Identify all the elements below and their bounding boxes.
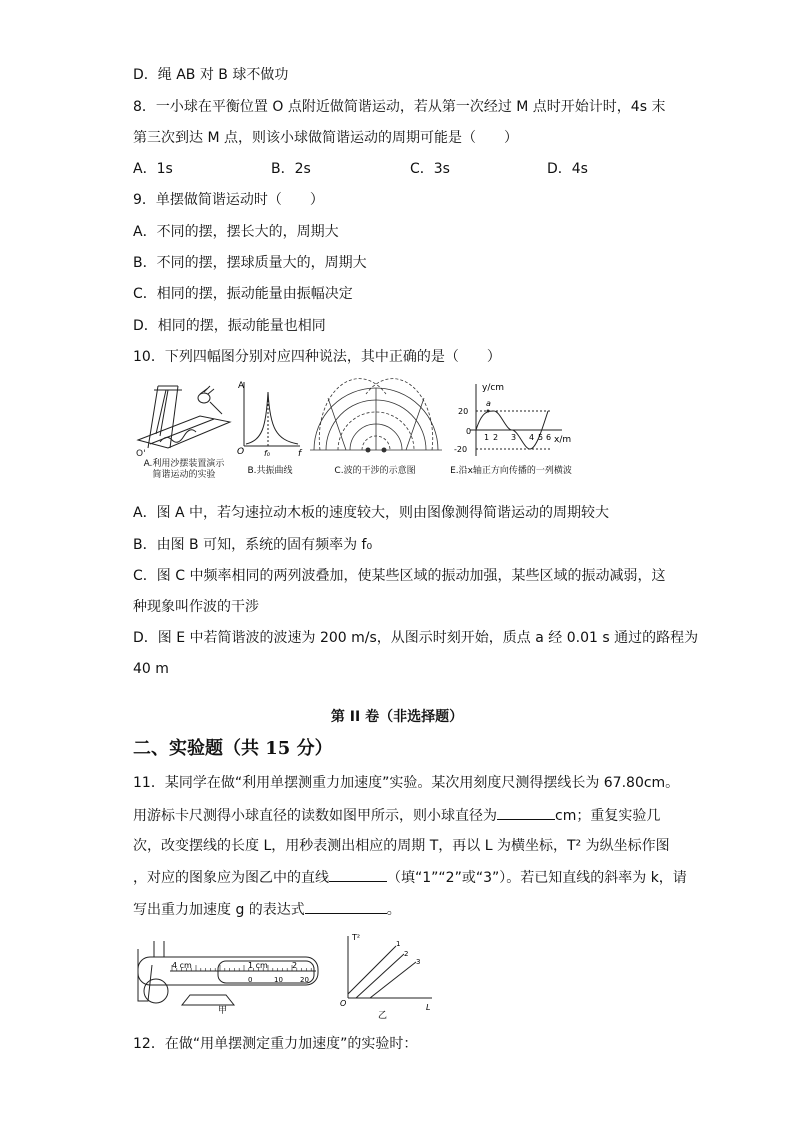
q11-line2-part-b: cm；重复实验几	[555, 808, 661, 824]
graph-axis-x: L	[426, 1003, 431, 1012]
wave-axis-x: x/m	[554, 435, 572, 445]
q9-option-b: B．不同的摆，摆球质量大的，周期大	[133, 255, 367, 271]
q9-stem: 9．单摆做简谐运动时（ ）	[133, 192, 324, 208]
graph-line-2-label: 2	[404, 950, 409, 958]
caption-a-line2: 简谐运动的实验	[152, 470, 216, 480]
caption-c: C.波的干涉的示意图	[334, 466, 416, 476]
wave-axis-y: y/cm	[482, 383, 505, 393]
t2-l-graph	[336, 930, 436, 1020]
resonance-origin: O	[237, 447, 245, 457]
vernier-caliper-diagram	[130, 935, 330, 1015]
wave-x-tick-5: 5	[538, 433, 544, 442]
caption-e: E.沿x轴正方向传播的一列横波	[450, 466, 572, 476]
wave-x-tick-4: 4	[529, 433, 535, 442]
q9-option-c: C．相同的摆，振动能量由振幅决定	[133, 286, 353, 302]
wave-origin: 0	[466, 427, 472, 436]
caliper-tick-0: 0	[248, 976, 253, 984]
caliper-tick-20: 20	[300, 976, 309, 984]
q8-stem-line1: 8．一小球在平衡位置 O 点附近做简谐运动，若从第一次经过 M 点时开始计时，4s 末	[133, 99, 666, 115]
graph-line-3-label: 3	[416, 958, 421, 966]
sand-pendulum-label: O'	[136, 449, 146, 458]
q10-option-d-line2: 40 m	[133, 661, 169, 677]
resonance-axis-x: f	[298, 449, 302, 458]
wave-x-tick-3: 3	[511, 433, 517, 442]
caption-a-line1: A.利用沙摆装置演示	[143, 459, 225, 469]
wave-x-tick-2: 2	[493, 433, 499, 442]
wave-point-a: a	[486, 399, 491, 408]
q11-line3: 次，改变摆线的长度 L，用秒表测出相应的周期 T，再以 L 为横坐标，T² 为纵坐标作图	[133, 838, 670, 854]
figure-yi-label: 乙	[378, 1011, 388, 1020]
q10-option-a: A．图 A 中，若匀速拉动木板的速度较大，则由图像测得简谐运动的周期较大	[133, 505, 610, 521]
q8-option-d: D．4s	[547, 161, 588, 177]
q10-stem: 10．下列四幅图分别对应四种说法，其中正确的是（ ）	[133, 349, 501, 365]
transverse-wave-diagram	[440, 378, 580, 460]
caliper-vernier-label-2: 2	[292, 961, 298, 970]
interference-diagram	[306, 378, 446, 460]
q11-line5	[133, 899, 401, 920]
resonance-axis-y: A	[238, 381, 245, 391]
caliper-main-label: 4 cm	[172, 961, 192, 970]
wave-y-tick-neg20: -20	[454, 445, 468, 454]
section2-title: 二、实验题（共 15 分）	[133, 738, 333, 759]
figure-jia-label: 甲	[218, 1006, 228, 1015]
q8-option-a: A．1s	[133, 161, 173, 177]
caliper-scale-ticks	[172, 965, 311, 971]
q11-line5-part-a: 写出重力加速度 g 的表达式	[133, 902, 305, 918]
q11-line4	[133, 867, 687, 888]
q12-stem: 12．在做“用单摆测定重力加速度”的实验时：	[133, 1036, 418, 1052]
q9-option-d: D．相同的摆，振动能量也相同	[133, 318, 326, 334]
q8-option-c: C．3s	[410, 161, 450, 177]
caliper-vernier-label-1: 1 cm	[248, 961, 268, 970]
q7-option-d: D．绳 AB 对 B 球不做功	[133, 67, 289, 83]
graph-axis-y: T²	[352, 933, 361, 942]
q11-line4-part-b: （填“1”“2”或“3”）。若已知直线的斜率为 k，请	[387, 870, 687, 886]
q10-figure	[130, 378, 580, 486]
q11-line5-part-b: 。	[386, 902, 401, 918]
q11-line2-part-a: 用游标卡尺测得小球直径的读数如图甲所示，则小球直径为	[133, 808, 497, 824]
diameter-answer-blank[interactable]	[497, 805, 555, 820]
wave-y-tick-20: 20	[458, 407, 469, 416]
q11-line1: 11．某同学在做“利用单摆测重力加速度”实验。某次用刻度尺测得摆线长为 67.80cm。	[133, 775, 680, 791]
q8-option-b: B．2s	[271, 161, 311, 177]
q11-line2	[133, 805, 660, 826]
q10-option-b: B．由图 B 可知，系统的固有频率为 f₀	[133, 537, 373, 553]
line-choice-answer-blank[interactable]	[329, 867, 387, 882]
q10-option-c-line1: C．图 C 中频率相同的两列波叠加，使某些区域的振动加强，某些区域的振动减弱，这	[133, 568, 666, 584]
graph-line-1-label: 1	[396, 940, 401, 948]
sand-pendulum-diagram	[130, 378, 240, 458]
wave-x-tick-6: 6	[546, 433, 552, 442]
caliper-tick-10: 10	[274, 976, 283, 984]
resonance-f0: f₀	[264, 449, 271, 458]
q8-stem-line2: 第三次到达 M 点，则该小球做简谐运动的周期可能是（ ）	[133, 130, 518, 146]
q9-option-a: A．不同的摆，摆长大的，周期大	[133, 224, 339, 240]
q8-options	[133, 159, 693, 179]
graph-origin: O	[340, 999, 347, 1008]
wave-x-tick-1: 1	[484, 433, 490, 442]
g-expression-answer-blank[interactable]	[305, 899, 387, 914]
q11-line4-part-a: ，对应的图象应为图乙中的直线	[133, 870, 329, 886]
resonance-curve-diagram	[236, 378, 306, 458]
q10-option-d-line1: D．图 E 中若简谐波的波速为 200 m/s，从图示时刻开始，质点 a 经 0.01 s 通过的路程为	[133, 630, 699, 646]
caption-b: B.共振曲线	[247, 466, 293, 476]
part2-title: 第 II 卷（非选择题）	[330, 709, 464, 725]
q10-option-c-line2: 种现象叫作波的干涉	[133, 599, 259, 615]
